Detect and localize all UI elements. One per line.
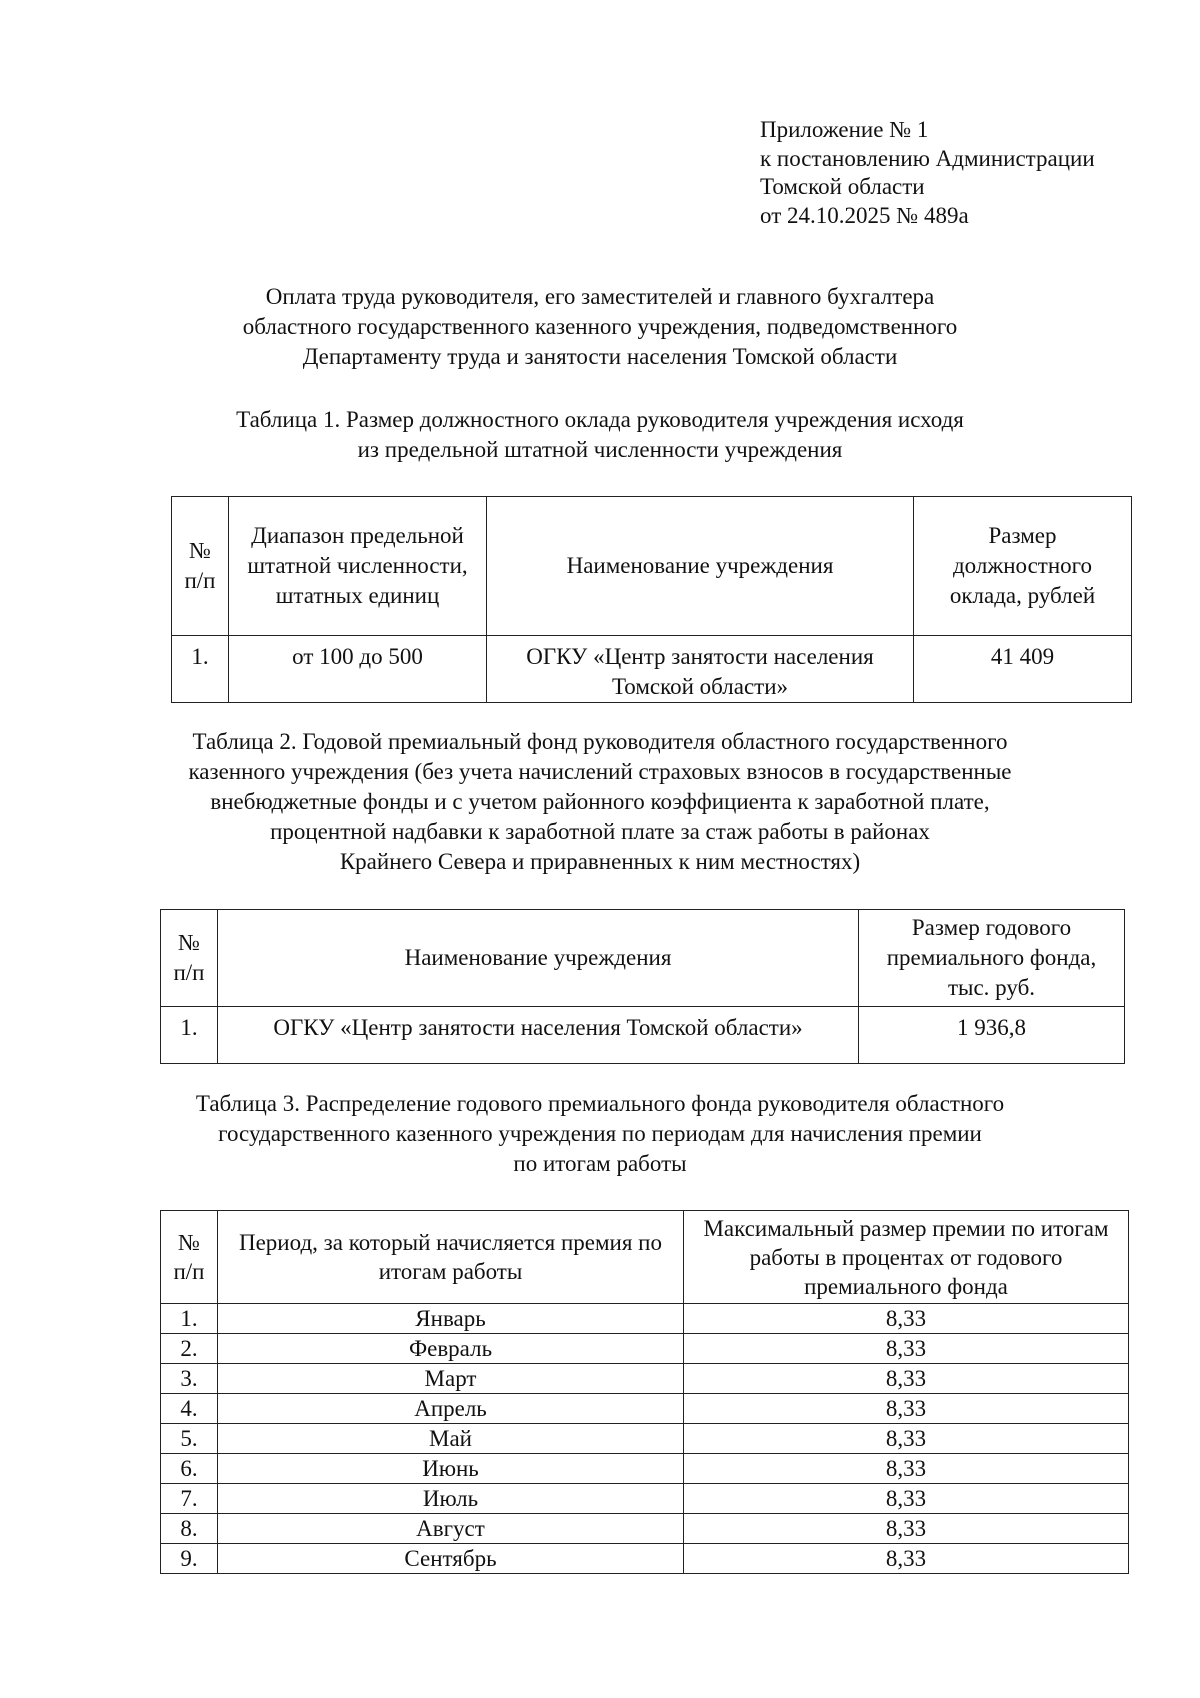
- cell-period: Январь: [218, 1304, 684, 1334]
- cell-num: 6.: [161, 1454, 218, 1484]
- cell-value: 8,33: [684, 1334, 1129, 1364]
- caption-line: Таблица 2. Годовой премиальный фонд руководителя областного государственного: [192, 729, 1008, 754]
- cell-period: Май: [218, 1424, 684, 1454]
- cell-period: Август: [218, 1514, 684, 1544]
- annex-line: к постановлению Администрации: [760, 145, 1095, 171]
- cell-value: 8,33: [684, 1484, 1129, 1514]
- cell-salary: 41 409: [914, 636, 1132, 703]
- cell-period: Февраль: [218, 1334, 684, 1364]
- table-header-row: [172, 497, 1132, 636]
- cell-range: от 100 до 500: [229, 636, 487, 703]
- table-row: [161, 1007, 1125, 1064]
- cell-period: Март: [218, 1364, 684, 1394]
- header-num: № п/п: [161, 910, 218, 1007]
- cell-value: 8,33: [684, 1424, 1129, 1454]
- cell-num: 5.: [161, 1424, 218, 1454]
- caption-line: процентной надбавки к заработной плате за стаж работы в районах: [270, 819, 930, 844]
- cell-num: 4.: [161, 1394, 218, 1424]
- table-row: [161, 1304, 1129, 1334]
- header-range: Диапазон предельной штатной численности, штатных единиц: [229, 497, 487, 636]
- title-line: Департаменту труда и занятости населения Томской области: [302, 344, 898, 369]
- cell-name: ОГКУ «Центр занятости населения Томской области»: [487, 636, 914, 703]
- cell-value: 8,33: [684, 1304, 1129, 1334]
- header-num: № п/п: [172, 497, 229, 636]
- cell-fund: 1 936,8: [859, 1007, 1125, 1064]
- cell-num: 1.: [161, 1304, 218, 1334]
- caption-line: по итогам работы: [513, 1151, 687, 1176]
- annex-line: Томской области: [760, 174, 925, 199]
- table3-caption: [0, 1089, 1200, 1179]
- table1-caption: [0, 405, 1200, 465]
- caption-line: из предельной штатной численности учреждения: [357, 437, 843, 462]
- table1: [171, 496, 1132, 703]
- table-row: [161, 1364, 1129, 1394]
- cell-period: Апрель: [218, 1394, 684, 1424]
- table3: [160, 1210, 1129, 1574]
- header-salary: Размер должностного оклада, рублей: [914, 497, 1132, 636]
- table-header-row: [161, 910, 1125, 1007]
- table-row: [161, 1544, 1129, 1574]
- cell-num: 2.: [161, 1334, 218, 1364]
- caption-line: Таблица 1. Размер должностного оклада руководителя учреждения исходя: [236, 407, 964, 432]
- table-row: [172, 636, 1132, 703]
- cell-name: ОГКУ «Центр занятости населения Томской области»: [218, 1007, 859, 1064]
- cell-value: 8,33: [684, 1364, 1129, 1394]
- cell-value: 8,33: [684, 1454, 1129, 1484]
- header-name: Наименование учреждения: [487, 497, 914, 636]
- cell-num: 3.: [161, 1364, 218, 1394]
- caption-line: внебюджетные фонды и с учетом районного коэффициента к заработной плате,: [210, 789, 990, 814]
- table-row: [161, 1394, 1129, 1424]
- cell-value: 8,33: [684, 1394, 1129, 1424]
- document-title: [0, 282, 1200, 372]
- cell-period: Сентябрь: [218, 1544, 684, 1574]
- table-row: [161, 1514, 1129, 1544]
- header-max: Максимальный размер премии по итогам работы в процентах от годового премиального фонда: [684, 1211, 1129, 1304]
- table-header-row: [161, 1211, 1129, 1304]
- caption-line: Таблица 3. Распределение годового премиального фонда руководителя областного: [195, 1091, 1005, 1116]
- table2: [160, 909, 1125, 1064]
- table-row: [161, 1454, 1129, 1484]
- title-line: областного государственного казенного учреждения, подведомственного: [242, 314, 958, 339]
- caption-line: Крайнего Севера и приравненных к ним местностях): [339, 849, 861, 874]
- cell-period: Июнь: [218, 1454, 684, 1484]
- cell-num: 9.: [161, 1544, 218, 1574]
- cell-num: 8.: [161, 1514, 218, 1544]
- table2-caption: [0, 727, 1200, 877]
- cell-num: 7.: [161, 1484, 218, 1514]
- header-num: № п/п: [161, 1211, 218, 1304]
- cell-period: Июль: [218, 1484, 684, 1514]
- cell-value: 8,33: [684, 1514, 1129, 1544]
- table-row: [161, 1424, 1129, 1454]
- annex-line: Приложение № 1: [760, 117, 929, 142]
- header-period: Период, за который начисляется премия по итогам работы: [218, 1211, 684, 1304]
- table-row: [161, 1484, 1129, 1514]
- table-row: [161, 1334, 1129, 1364]
- cell-num: 1.: [172, 636, 229, 703]
- annex-line: от 24.10.2025 № 489а: [760, 202, 969, 228]
- header-name: Наименование учреждения: [218, 910, 859, 1007]
- caption-line: казенного учреждения (без учета начислений страховых взносов в государственные: [188, 759, 1012, 784]
- header-fund: Размер годового премиального фонда, тыс. руб.: [859, 910, 1125, 1007]
- caption-line: государственного казенного учреждения по периодам для начисления премии: [218, 1121, 982, 1146]
- annex-header: [760, 116, 1095, 230]
- cell-num: 1.: [161, 1007, 218, 1064]
- cell-value: 8,33: [684, 1544, 1129, 1574]
- title-line: Оплата труда руководителя, его заместителей и главного бухгалтера: [265, 284, 935, 309]
